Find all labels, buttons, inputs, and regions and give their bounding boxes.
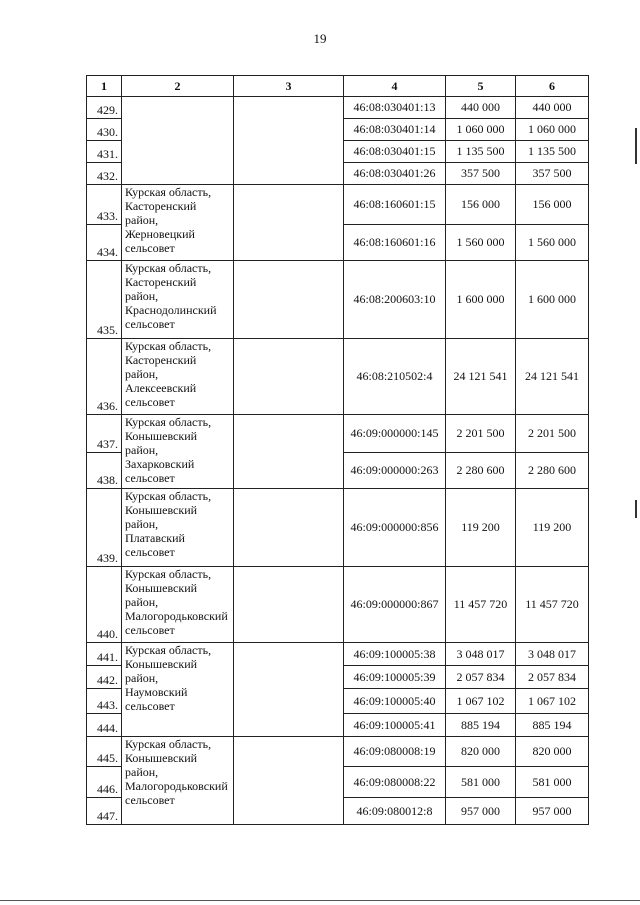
value-col6: 11 457 720: [516, 567, 589, 643]
scan-edge-mark: [635, 500, 637, 518]
value-col6: 440 000: [516, 97, 589, 119]
region-line: сельсовет: [125, 793, 175, 807]
region-line: Курская область,: [125, 567, 212, 581]
value-col6: 1 060 000: [516, 119, 589, 141]
region-line: Курская область,: [125, 415, 212, 429]
row-number: 438.: [87, 453, 122, 489]
value-col5: 1 600 000: [446, 261, 516, 339]
table-row: [87, 643, 589, 666]
region-line: Курская область,: [125, 185, 212, 199]
cadastral-number: 46:09:080012:8: [344, 798, 446, 825]
cadastral-number: 46:08:030401:13: [344, 97, 446, 119]
col3-cell: [234, 567, 344, 643]
table-row: [87, 97, 589, 119]
header-col-3: 3: [234, 76, 344, 97]
region-cell: [122, 261, 234, 339]
region-line: Краснодолинский: [125, 303, 217, 317]
scan-bottom-line: [0, 900, 640, 901]
cadastral-number: 46:09:000000:856: [344, 489, 446, 567]
region-cell: [122, 185, 234, 261]
region-line: район,: [125, 595, 159, 609]
land-plots-table: [86, 75, 589, 825]
row-number: 439.: [87, 489, 122, 567]
value-col5: 24 121 541: [446, 339, 516, 415]
table-row: [87, 737, 589, 767]
col3-cell: [234, 415, 344, 489]
row-number: 433.: [87, 185, 122, 225]
cadastral-number: 46:08:030401:14: [344, 119, 446, 141]
cadastral-number: 46:08:210502:4: [344, 339, 446, 415]
region-line: район,: [125, 213, 159, 227]
region-cell: [122, 643, 234, 737]
scan-edge-mark: [635, 128, 637, 164]
value-col5: 1 067 102: [446, 689, 516, 714]
row-number: 447.: [87, 798, 122, 825]
col3-cell: [234, 737, 344, 825]
value-col5: 2 057 834: [446, 666, 516, 689]
row-number: 441.: [87, 643, 122, 666]
row-number: 431.: [87, 141, 122, 163]
region-cell: [122, 339, 234, 415]
value-col5: 885 194: [446, 714, 516, 737]
region-line: Платавский: [125, 531, 185, 545]
region-cell: [122, 415, 234, 489]
cadastral-number: 46:09:000000:145: [344, 415, 446, 453]
region-line: Малогородьковский: [125, 609, 228, 623]
region-line: район,: [125, 765, 159, 779]
cadastral-number: 46:09:100005:41: [344, 714, 446, 737]
row-number: 446.: [87, 767, 122, 798]
value-col6: 2 201 500: [516, 415, 589, 453]
region-line: Конышевский: [125, 751, 198, 765]
cadastral-number: 46:09:080008:22: [344, 767, 446, 798]
region-line: Конышевский: [125, 581, 198, 595]
row-number: 437.: [87, 415, 122, 453]
value-col6: 2 280 600: [516, 453, 589, 489]
region-line: Конышевский: [125, 657, 198, 671]
region-line: Курская область,: [125, 339, 212, 353]
cadastral-number: 46:09:100005:39: [344, 666, 446, 689]
table-row: [87, 567, 589, 643]
region-line: район,: [125, 671, 159, 685]
region-line: Жерновецкий: [125, 227, 195, 241]
region-line: район,: [125, 289, 159, 303]
region-line: Конышевский: [125, 503, 198, 517]
col3-cell: [234, 339, 344, 415]
region-line: Курская область,: [125, 489, 212, 503]
value-col5: 440 000: [446, 97, 516, 119]
cadastral-number: 46:09:100005:40: [344, 689, 446, 714]
col3-cell: [234, 97, 344, 185]
row-number: 445.: [87, 737, 122, 767]
region-line: Касторенский: [125, 353, 197, 367]
region-line: Наумовский: [125, 685, 188, 699]
cadastral-number: 46:08:030401:15: [344, 141, 446, 163]
region-line: Курская область,: [125, 643, 212, 657]
row-number: 430.: [87, 119, 122, 141]
header-col-2: 2: [122, 76, 234, 97]
region-line: Курская область,: [125, 261, 212, 275]
value-col5: 820 000: [446, 737, 516, 767]
value-col6: 957 000: [516, 798, 589, 825]
region-line: сельсовет: [125, 395, 175, 409]
value-col5: 1 060 000: [446, 119, 516, 141]
col3-cell: [234, 185, 344, 261]
value-col5: 2 280 600: [446, 453, 516, 489]
region-cell: [122, 489, 234, 567]
region-cell: [122, 567, 234, 643]
header-col-1: 1: [87, 76, 122, 97]
table-row: [87, 415, 589, 453]
value-col6: 3 048 017: [516, 643, 589, 666]
page-number: 19: [313, 31, 327, 46]
value-col6: 2 057 834: [516, 666, 589, 689]
region-line: Алексеевский: [125, 381, 197, 395]
header-col-5: 5: [446, 76, 516, 97]
table-row: [87, 489, 589, 567]
region-line: сельсовет: [125, 623, 175, 637]
region-line: район,: [125, 443, 159, 457]
region-cell: [122, 97, 234, 185]
region-line: Малогородьковский: [125, 779, 228, 793]
value-col6: 1 067 102: [516, 689, 589, 714]
row-number: 434.: [87, 225, 122, 261]
region-line: сельсовет: [125, 241, 175, 255]
value-col5: 581 000: [446, 767, 516, 798]
cadastral-number: 46:08:160601:15: [344, 185, 446, 225]
region-line: сельсовет: [125, 699, 175, 713]
header-col-6: 6: [516, 76, 589, 97]
region-cell: [122, 737, 234, 825]
value-col6: 1 560 000: [516, 225, 589, 261]
col3-cell: [234, 489, 344, 567]
cadastral-number: 46:08:030401:26: [344, 163, 446, 185]
value-col5: 3 048 017: [446, 643, 516, 666]
row-number: 432.: [87, 163, 122, 185]
value-col5: 2 201 500: [446, 415, 516, 453]
row-number: 429.: [87, 97, 122, 119]
value-col6: 1 600 000: [516, 261, 589, 339]
row-number: 435.: [87, 261, 122, 339]
value-col6: 885 194: [516, 714, 589, 737]
col3-cell: [234, 643, 344, 737]
cadastral-number: 46:09:100005:38: [344, 643, 446, 666]
cadastral-number: 46:08:160601:16: [344, 225, 446, 261]
row-number: 436.: [87, 339, 122, 415]
value-col6: 1 135 500: [516, 141, 589, 163]
row-number: 442.: [87, 666, 122, 689]
value-col6: 119 200: [516, 489, 589, 567]
region-line: Захарковский: [125, 457, 195, 471]
row-number: 444.: [87, 714, 122, 737]
value-col5: 1 560 000: [446, 225, 516, 261]
value-col6: 820 000: [516, 737, 589, 767]
table-row: [87, 261, 589, 339]
value-col5: 357 500: [446, 163, 516, 185]
region-line: район,: [125, 367, 159, 381]
region-line: Касторенский: [125, 199, 197, 213]
region-line: Конышевский: [125, 429, 198, 443]
value-col5: 119 200: [446, 489, 516, 567]
region-line: район,: [125, 517, 159, 531]
value-col6: 156 000: [516, 185, 589, 225]
region-line: Курская область,: [125, 737, 212, 751]
value-col6: 24 121 541: [516, 339, 589, 415]
cadastral-number: 46:09:080008:19: [344, 737, 446, 767]
header-col-4: 4: [344, 76, 446, 97]
region-line: сельсовет: [125, 471, 175, 485]
region-line: сельсовет: [125, 317, 175, 331]
value-col6: 357 500: [516, 163, 589, 185]
table-row: [87, 185, 589, 225]
table-row: [87, 339, 589, 415]
value-col6: 581 000: [516, 767, 589, 798]
cadastral-number: 46:09:000000:867: [344, 567, 446, 643]
region-line: сельсовет: [125, 545, 175, 559]
cadastral-number: 46:08:200603:10: [344, 261, 446, 339]
region-line: Касторенский: [125, 275, 197, 289]
value-col5: 1 135 500: [446, 141, 516, 163]
row-number: 440.: [87, 567, 122, 643]
row-number: 443.: [87, 689, 122, 714]
value-col5: 957 000: [446, 798, 516, 825]
value-col5: 11 457 720: [446, 567, 516, 643]
col3-cell: [234, 261, 344, 339]
value-col5: 156 000: [446, 185, 516, 225]
cadastral-number: 46:09:000000:263: [344, 453, 446, 489]
table-header-row: [87, 76, 589, 97]
